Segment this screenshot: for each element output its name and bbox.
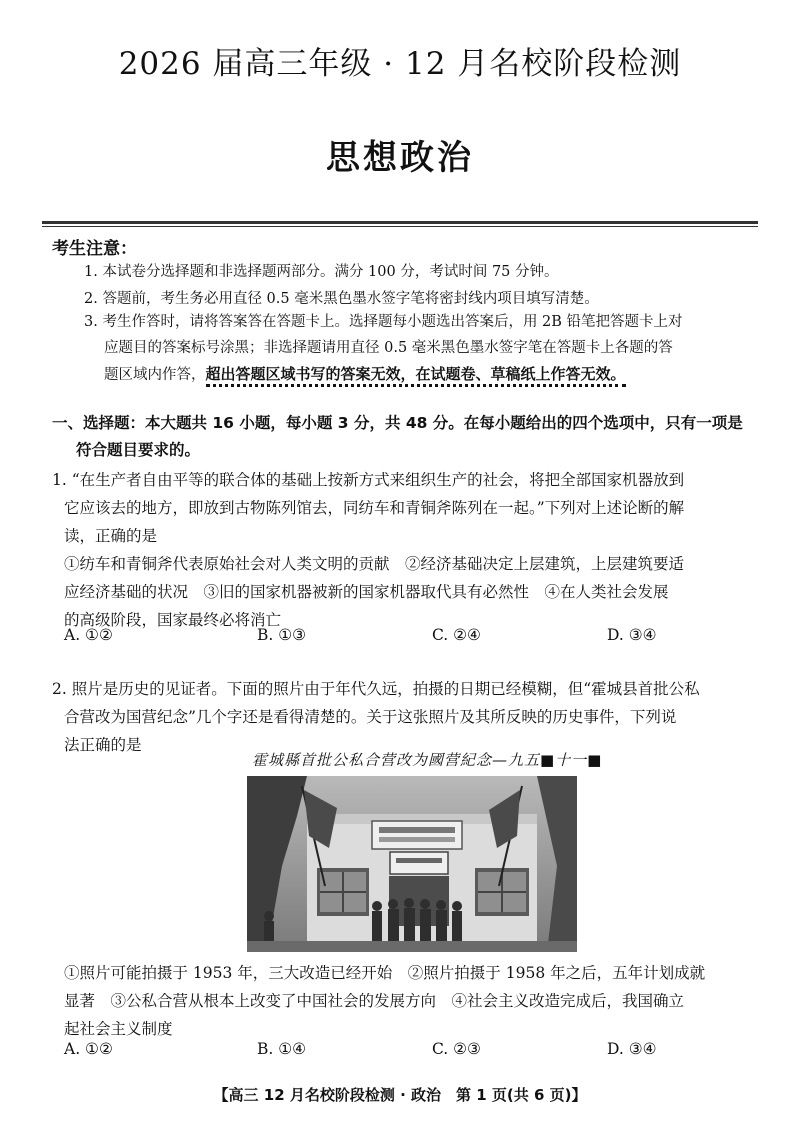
q2-stem-line-1: 2. 照片是历史的见证者。下面的照片由于年代久远，拍摄的日期已经模糊，但“霍城县首批公私 <box>52 680 700 698</box>
header-rule-thin <box>42 226 758 227</box>
question-2 <box>52 675 764 759</box>
section-heading-line-2: 符合题目要求的。 <box>76 441 201 459</box>
notice-heading: 考生注意： <box>52 239 137 259</box>
notice-warning: 超出答题区域书写的答案无效，在试题卷、草稿纸上作答无效。 <box>206 365 626 387</box>
q1-option-b[interactable]: B. ①③ <box>257 626 307 644</box>
notice-item-1: 1. 本试卷分选择题和非选择题两部分。满分 100 分，考试时间 75 分钟。 <box>84 264 559 280</box>
historical-photo <box>247 776 577 952</box>
q2-option-b[interactable]: B. ①④ <box>257 1040 307 1058</box>
historical-photo-image <box>247 776 577 952</box>
q2-statement-line-1: ①照片可能拍摄于 1953 年，三大改造已经开始 ②照片拍摄于 1958 年之后，五年计划成就 <box>64 964 706 982</box>
q2-option-a[interactable]: A. ①② <box>64 1040 113 1058</box>
section-heading <box>52 410 764 464</box>
q1-statement-line-3: 的高级阶段，国家最终必将消亡 <box>64 611 282 629</box>
q1-stem-line-2: 它应该去的地方，即放到古物陈列馆去，同纺车和青铜斧陈列在一起。”下列对上述论断的解 <box>64 499 685 517</box>
notice-item-3-text: 题区域内作答， <box>104 367 206 383</box>
q2-stem-line-3: 法正确的是 <box>64 736 142 754</box>
page-footer: 【高三 12 月名校阶段检测 · 政治 第 1 页(共 6 页)】 <box>213 1086 587 1104</box>
notice-item-3-line-1: 3. 考生作答时，请将答案答在答题卡上。选择题每小题选出答案后，用 2B 铅笔把答题卡上对 <box>84 314 683 330</box>
q1-option-a[interactable]: A. ①② <box>64 626 113 644</box>
q1-stem-line-1: 1. “在生产者自由平等的联合体的基础上按新方式来组织生产的社会，将把全部国家机器放到 <box>52 471 685 489</box>
header-rule-thick <box>42 221 758 224</box>
question-1 <box>52 466 764 634</box>
notice-item-3-line-2: 应题目的答案标号涂黑；非选择题请用直径 0.5 毫米黑色墨水签字笔在答题卡上各题的答 <box>104 340 673 356</box>
q1-option-c[interactable]: C. ②④ <box>432 626 481 644</box>
q2-stem-line-2: 合营改为国营纪念”几个字还是看得清楚的。关于这张照片及其所反映的历史事件，下列说 <box>64 708 677 726</box>
notice-item-3-line-3 <box>84 361 760 388</box>
q1-option-d[interactable]: D. ③④ <box>607 626 657 644</box>
q1-statement-line-2: 应经济基础的状况 ③旧的国家机器被新的国家机器取代具有必然性 ④在人类社会发展 <box>64 583 669 601</box>
q2-option-c[interactable]: C. ②③ <box>432 1040 481 1058</box>
q1-stem-line-3: 读，正确的是 <box>64 527 158 545</box>
q2-statements <box>64 959 764 1043</box>
q2-option-d[interactable]: D. ③④ <box>607 1040 657 1058</box>
notice-item-3 <box>84 309 760 388</box>
subject-title: 思想政治 <box>326 138 474 178</box>
q2-options <box>64 1040 764 1066</box>
q1-statement-line-1: ①纺车和青铜斧代表原始社会对人类文明的贡献 ②经济基础决定上层建筑，上层建筑要适 <box>64 555 685 573</box>
q2-statement-line-2: 显著 ③公私合营从根本上改变了中国社会的发展方向 ④社会主义改造完成后，我国确立 <box>64 992 685 1010</box>
notice-item-2: 2. 答题前，考生务必用直径 0.5 毫米黑色墨水签字笔将密封线内项目填写清楚。 <box>84 291 599 307</box>
q1-options <box>64 626 764 652</box>
exam-title: 2026 届高三年级 · 12 月名校阶段检测 <box>118 46 682 82</box>
q2-statement-line-3: 起社会主义制度 <box>64 1020 173 1038</box>
photo-caption: 霍城縣首批公私合营改为國营紀念—九五■十一■ <box>252 751 603 769</box>
section-heading-line-1: 一、选择题：本大题共 16 小题，每小题 3 分，共 48 分。在每小题给出的四个选项中，只有一项是 <box>52 414 743 432</box>
